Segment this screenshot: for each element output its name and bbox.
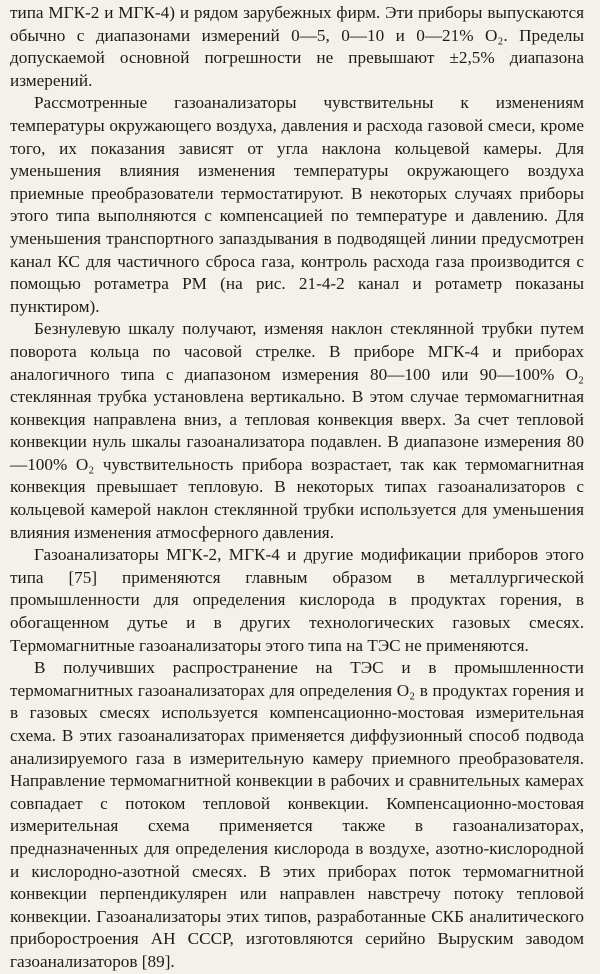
paragraph-applications: Газоанализаторы МГК-2, МГК-4 и другие модификации приборов этого типа [75] применяются главным образом в металлургической промышленности для определения кислорода в продуктах горения, в обогащенном дутье и в других технологических газовых смесях. Термомагнитные газоанализаторы этого типа на ТЭС не применяются. (10, 545, 584, 655)
paragraph-compensation-bridge: В получивших распространение на ТЭС и в промышленности термомагнитных газоанализаторах для определения O₂ в продуктах горения и в газовых смесях используется компенсационно-мостовая измерительная схема. В этих газоанализаторах применяется диффузионный способ подвода анализируемого газа в измерительную камеру приемного преобразователя. Направление термомагнитной конвекции в рабочих и сравнительных камерах совпадает с потоком тепловой конвекции. Компенсационно-мостовая измерительная схема применяется также в газоанализаторах, предназначенных для определения кислорода в воздухе, азотно-кислородной и кислородно-азотной смесях. В этих приборах поток термомагнитной конвекции перпендикулярен или направлен навстречу потоку тепловой конвекции. Газоанализаторы этих типов, разработанные СКБ аналитического приборостроения АН СССР, изготовляются серийно Выруским заводом газоанализаторов [89]. (10, 658, 584, 971)
paragraph-zero-suppressed-scale: Безнулевую шкалу получают, изменяя наклон стеклянной трубки путем поворота кольца по часовой стрелке. В приборе МГК-4 и приборах аналогичного типа с диапазоном измерения 80—100 или 90—100% O₂ стеклянная трубка установлена вертикально. В этом случае термомагнитная конвекция направлена вниз, а тепловая конвекция вверх. За счет тепловой конвекции нуль шкалы газоанализатора подавлен. В диапазоне измерения 80—100% O₂ чувствительность прибора возрастает, так как термомагнитная конвекция превышает тепловую. В некоторых типах газоанализаторов с кольцевой камерой наклон стеклянной трубки используется для уменьшения влияния изменения атмосферного давления. (10, 319, 584, 542)
paragraph-continuation: типа МГК-2 и МГК-4) и рядом зарубежных фирм. Эти приборы выпускаются обычно с диапазонами измерений 0—5, 0—10 и 0—21% O₂. Пределы допускаемой основной погрешности не превышают ±2,5% диапазона измерений. (10, 3, 584, 90)
paragraph-sensitivity: Рассмотренные газоанализаторы чувствительны к изменениям температуры окружающего воздуха, давления и расхода газовой смеси, кроме того, их показания зависят от угла наклона кольцевой камеры. Для уменьшения влияния изменения температуры окружающего воздуха приемные преобразователи термостатируют. В некоторых случаях приборы этого типа выполняются с компенсацией по температуре и давлению. Для уменьшения транспортного запаздывания в подводящей линии предусмотрен канал КС для частичного сброса газа, контроль расхода газа производится с помощью ротаметра РМ (на рис. 21-4-2 канал и ротаметр показаны пунктиром). (10, 93, 584, 316)
